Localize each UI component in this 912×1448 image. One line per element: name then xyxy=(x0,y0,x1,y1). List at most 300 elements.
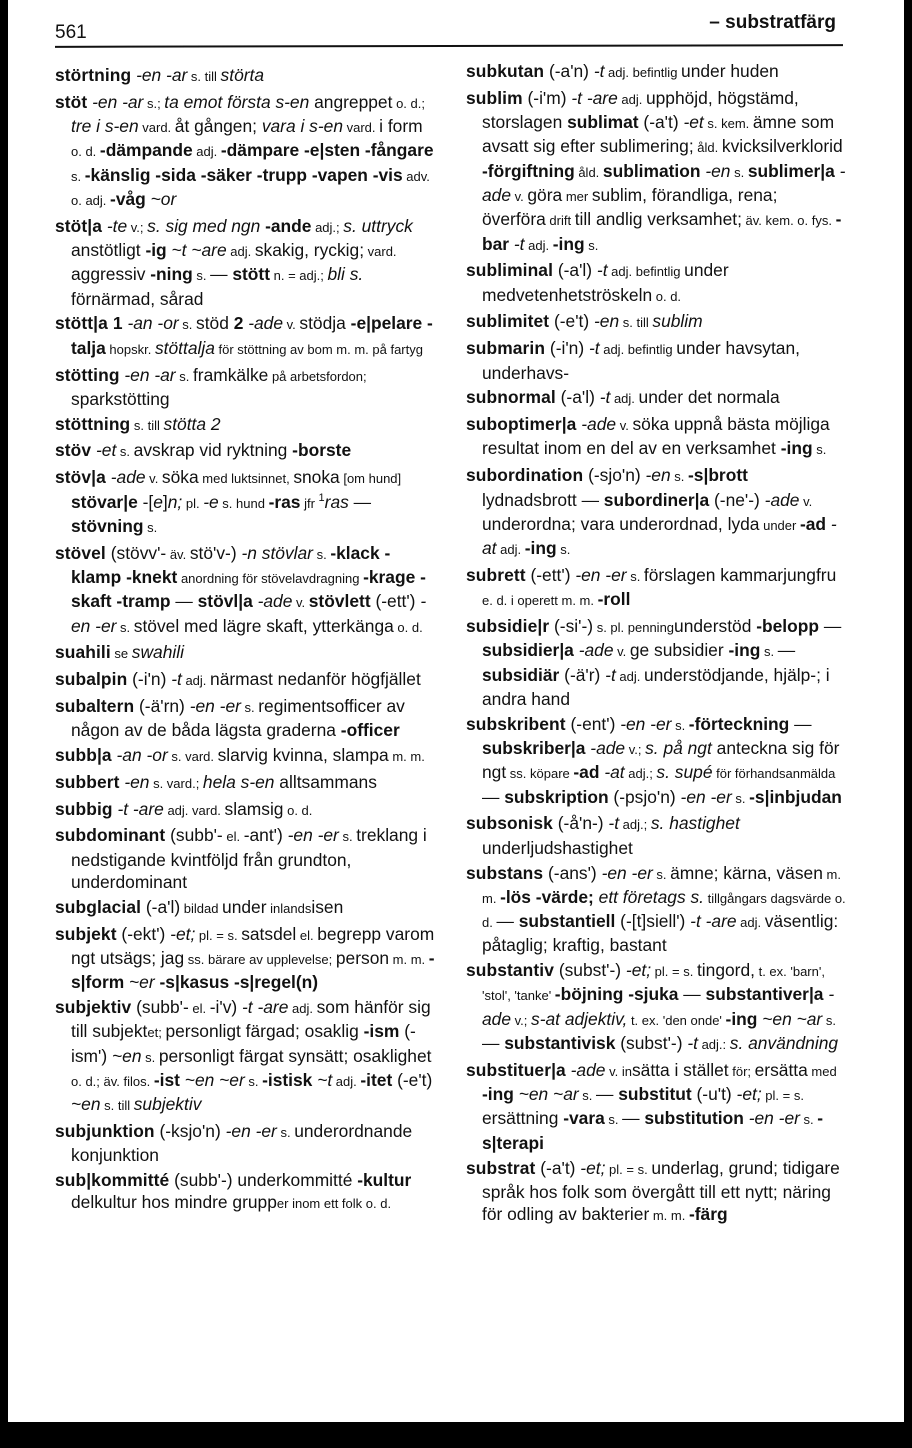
right-column xyxy=(466,60,846,1230)
entry-text: -s|brott xyxy=(687,465,748,486)
dictionary-entry xyxy=(55,1169,435,1216)
entry-text: lydnadsbrott — xyxy=(482,489,604,510)
entry-text: s. xyxy=(822,1012,836,1028)
entry-text: s. xyxy=(192,268,211,284)
scan-border-bottom xyxy=(0,1422,912,1448)
entry-text: -kultur xyxy=(357,1170,412,1191)
entry-text: s. xyxy=(71,168,85,184)
headword: sublim xyxy=(466,87,523,108)
entry-text: adj.: xyxy=(697,1037,730,1053)
headword: subb|a xyxy=(55,745,112,766)
headword: stöv xyxy=(55,440,92,461)
entry-text: -en -er xyxy=(620,713,672,734)
entry-text: substantiver|a xyxy=(705,984,824,1005)
entry-text: sublim xyxy=(652,311,703,332)
entry-text: s. xyxy=(604,1112,623,1128)
dictionary-entry xyxy=(55,771,435,795)
entry-text: hela s-en xyxy=(202,771,275,792)
entry-text: s. xyxy=(116,619,134,635)
entry-text: stödja xyxy=(299,313,351,334)
entry-text: subjektiv xyxy=(133,1094,202,1115)
entry-text: subsidiär xyxy=(482,664,560,685)
entry-text: (-ett') xyxy=(370,591,421,612)
entry-text: subskription xyxy=(504,786,609,807)
dictionary-entry xyxy=(466,1059,846,1154)
entry-text: o. d. xyxy=(652,288,682,304)
entry-text: v. xyxy=(799,493,813,509)
entry-text: inlands xyxy=(266,900,312,916)
entry-text: -ade xyxy=(243,313,284,334)
entry-text: drift xyxy=(545,213,575,229)
headword: stöt xyxy=(55,91,88,112)
entry-text: under xyxy=(759,517,800,533)
entry-text: -dämpare -e|sten -fångare xyxy=(220,140,434,161)
dictionary-entry xyxy=(466,1157,846,1228)
entry-text: s. på ngt xyxy=(645,738,712,759)
entry-text: -t xyxy=(509,233,525,254)
entry-text: -et; xyxy=(580,1157,606,1178)
entry-text: — xyxy=(819,616,842,637)
entry-text: stövel med lägre skaft, ytterkänga xyxy=(133,615,394,636)
dictionary-entry xyxy=(55,923,435,994)
entry-text: o. d.; äv. filos. xyxy=(71,1073,154,1089)
entry-text: s. supé xyxy=(656,762,713,783)
entry-text: -i'v) xyxy=(209,996,243,1017)
dictionary-entry xyxy=(55,641,435,665)
dictionary-entry xyxy=(55,896,435,920)
entry-text: stött xyxy=(232,264,271,285)
entry-text: s. till xyxy=(130,417,164,433)
entry-text: -s|form xyxy=(71,947,435,993)
entry-text: (-u't) xyxy=(691,1084,737,1105)
entry-text: (-ans') xyxy=(543,862,602,883)
entry-text: anstötligt xyxy=(71,240,146,261)
entry-text: -en xyxy=(700,160,731,181)
entry-text: (-e't) xyxy=(549,311,595,332)
entry-text: ss. köpare xyxy=(506,766,574,782)
entry-text: anteckna sig för ngt xyxy=(482,738,840,783)
dictionary-entry xyxy=(466,310,846,334)
entry-text: -våg xyxy=(110,188,146,209)
entry-text: s. xyxy=(338,829,357,845)
entry-text: -ade xyxy=(105,467,146,488)
entry-text: -t xyxy=(605,664,616,685)
headword: substituer|a xyxy=(466,1059,566,1080)
entry-text: s. xyxy=(312,546,331,562)
entry-text: -ing xyxy=(482,1084,514,1105)
entry-text: -et xyxy=(683,112,704,133)
entry-text: v. xyxy=(511,188,528,204)
entry-text: pl. = s. xyxy=(761,1088,804,1104)
entry-text: ~t ~are xyxy=(166,240,227,261)
entry-text: s. till xyxy=(187,69,221,84)
dictionary-entry xyxy=(55,439,435,463)
entry-text: stövning xyxy=(71,515,144,536)
entry-text: (subst'-) xyxy=(553,960,626,981)
entry-text: o. d. xyxy=(71,144,100,160)
entry-text: -e xyxy=(203,491,219,512)
entry-text: -t xyxy=(687,1033,698,1054)
entry-text: (-ett') xyxy=(525,564,576,585)
entry-text: v.; xyxy=(511,1012,531,1028)
dictionary-entry xyxy=(55,364,435,411)
entry-text: -lös -värde; xyxy=(500,886,594,907)
entry-text: -t xyxy=(171,669,182,690)
entry-text: med luktsinnet, xyxy=(198,471,294,487)
entry-text: slamsig xyxy=(224,798,284,819)
entry-text: -ning xyxy=(150,264,193,285)
entry-text: begrepp varom ngt utsägs; jag xyxy=(71,923,435,968)
entry-text: -ig xyxy=(145,240,167,261)
headword: subjektiv xyxy=(55,996,132,1017)
entry-text: (-i'm) xyxy=(522,87,572,108)
entry-text: -et; xyxy=(736,1084,762,1105)
entry-text: störta xyxy=(220,65,265,85)
entry-text: -ade xyxy=(764,489,800,510)
entry-text: -en -er xyxy=(743,1108,800,1129)
entry-text: -e|pelare -talja xyxy=(71,313,433,358)
entry-text: (subst'-) xyxy=(615,1033,688,1054)
entry-text: — xyxy=(482,1033,505,1054)
entry-text: -ant') xyxy=(243,825,288,846)
entry-text: substitut xyxy=(618,1084,692,1105)
entry-text: -en xyxy=(119,771,150,792)
entry-text: anordning för stövelavdragning xyxy=(177,570,364,586)
headword: suahili xyxy=(55,642,111,663)
entry-text: ~en xyxy=(71,1094,101,1115)
entry-text: stövar|e xyxy=(71,491,138,512)
entry-text: ~en ~ar xyxy=(513,1084,579,1105)
entry-text: substantiell xyxy=(518,911,616,932)
entry-text: s. vard. xyxy=(167,749,218,765)
entry-text: n; xyxy=(167,491,183,512)
page-number: 561 xyxy=(55,22,87,43)
entry-text: -en -er xyxy=(601,862,653,883)
entry-text: -t xyxy=(596,260,608,281)
headword: subjunktion xyxy=(55,1120,155,1141)
entry-text: -et; xyxy=(170,923,196,944)
entry-text: (-ä'rn) xyxy=(134,695,190,716)
dictionary-entry xyxy=(55,466,435,539)
entry-text: s. xyxy=(626,568,644,584)
entry-text: (-psjo'n) xyxy=(608,786,681,807)
headword: substrat xyxy=(466,1157,536,1178)
entry-text: -t -are xyxy=(112,798,164,819)
entry-text: v.; xyxy=(625,742,646,758)
entry-text: alltsammans xyxy=(274,771,377,792)
entry-text: personligt färgat synsätt; osaklighet xyxy=(158,1045,432,1066)
entry-text: ~t xyxy=(312,1069,333,1090)
entry-text: (-ent') xyxy=(565,713,621,734)
entry-text: adj. xyxy=(288,1000,317,1016)
entry-text: (-e't) xyxy=(392,1069,433,1090)
entry-text: subsidier|a xyxy=(482,640,574,661)
entry-text: — xyxy=(170,591,198,612)
entry-text: vard. xyxy=(343,120,380,136)
entry-text: (-a'l) xyxy=(555,387,600,408)
entry-text: s. xyxy=(240,699,259,715)
entry-text: -et; xyxy=(625,960,652,981)
entry-text: ta emot första s-en xyxy=(164,91,310,112)
entry-text: s. pl. penning xyxy=(593,620,675,636)
entry-text: s. xyxy=(178,317,197,333)
entry-text: -förteckning xyxy=(688,713,790,734)
entry-text: t. ex. 'den onde' xyxy=(627,1012,726,1028)
entry-text: substantivisk xyxy=(504,1033,616,1054)
dictionary-entry xyxy=(55,413,435,437)
dictionary-entry xyxy=(55,91,435,212)
entry-text: s. xyxy=(584,237,599,253)
entry-text: person xyxy=(335,947,390,968)
headword: submarin xyxy=(466,338,546,359)
dictionary-page xyxy=(8,0,904,1422)
entry-text: -känslig -sida -säker -trupp -vapen -vis xyxy=(84,164,403,185)
entry-text: underlag, grund; tidigare språk hos folk som övergått till ett nytt; näring för odling av bakterier xyxy=(482,1157,840,1225)
headword: sub|kommitté xyxy=(55,1170,170,1191)
entry-text: -bar xyxy=(482,209,842,254)
entry-text: avskrap vid ryktning xyxy=(133,440,293,461)
entry-text: understödjande, hjälp-; i andra hand xyxy=(482,664,830,709)
entry-text: -en -ar xyxy=(131,65,188,85)
headword: stöttning xyxy=(55,413,131,434)
entry-text: för stöttning av bom m. m. på fartyg xyxy=(214,341,423,357)
entry-text: -t -are xyxy=(690,911,737,932)
headword: subjekt xyxy=(55,923,117,944)
entry-text: ersättning xyxy=(482,1108,564,1129)
headword: sublimitet xyxy=(466,311,550,332)
entry-text: bildad xyxy=(180,900,223,916)
entry-text: (-ksjo'n) xyxy=(154,1120,226,1141)
dictionary-entry xyxy=(466,615,846,710)
entry-text: e. d. i operett m. m. xyxy=(482,593,598,609)
entry-text: adj. xyxy=(617,91,646,107)
entry-text: adv. o. adj. xyxy=(71,168,430,208)
entry-text: under xyxy=(222,896,267,917)
entry-text: el. xyxy=(296,927,318,943)
entry-text: -ras xyxy=(268,491,301,512)
entry-text: stöd xyxy=(196,313,234,334)
entry-text: (subb'- xyxy=(165,825,223,846)
entry-text: er inom ett folk o. d. xyxy=(276,1196,392,1212)
entry-text: (-sjo'n) xyxy=(583,465,646,486)
entry-text: jfr xyxy=(300,495,319,511)
entry-text: treklang i nedstigande kvintföljd från grundton, underdominant xyxy=(71,825,427,892)
dictionary-entry xyxy=(466,713,846,810)
entry-text: s. xyxy=(143,519,158,535)
entry-text: t. ex. 'barn', 'stol', 'tanke' xyxy=(482,964,825,1004)
entry-text: under det normala xyxy=(638,387,780,408)
entry-text: el. xyxy=(188,1000,210,1016)
entry-text: s. xyxy=(812,442,827,458)
entry-text: -en -ar xyxy=(87,91,144,112)
entry-text: adj.; xyxy=(624,766,657,782)
entry-text: -en -er xyxy=(225,1120,277,1141)
entry-text: under huden xyxy=(681,61,779,81)
entry-text: -en -er xyxy=(575,564,627,585)
entry-text: n. = adj.; xyxy=(270,268,328,284)
entry-text: -ing xyxy=(524,538,557,559)
entry-text: 1 xyxy=(318,491,325,504)
entry-text: (-ne'-) xyxy=(709,489,765,510)
entry-text: bli s. xyxy=(327,264,364,285)
headword: subkutan xyxy=(466,61,545,81)
entry-text: snoka xyxy=(293,467,340,488)
entry-text: vard. xyxy=(364,244,397,260)
entry-text: adj. befintlig xyxy=(604,65,682,80)
entry-text: ~er xyxy=(124,972,160,993)
headword: stött|a 1 xyxy=(55,313,123,334)
entry-text: -färg xyxy=(688,1204,728,1225)
entry-text: adj. xyxy=(610,391,639,407)
entry-text: (-a't) xyxy=(638,112,684,133)
entry-text: ss. bärare av upplevelse; xyxy=(184,951,336,967)
entry-text: -t xyxy=(588,338,600,359)
entry-text: — xyxy=(777,640,796,661)
entry-text: -krage -skaft -tramp xyxy=(71,566,426,612)
entry-text: sublimat xyxy=(567,112,639,133)
header-rule xyxy=(55,44,843,48)
entry-text: på arbetsfordon; xyxy=(268,368,367,384)
entry-text: adj. vard. xyxy=(163,802,225,818)
entry-text: s. till xyxy=(619,315,653,331)
entry-text: (-si'-) xyxy=(549,616,594,637)
entry-text: ett företags s. xyxy=(593,886,705,907)
entry-text: -t xyxy=(608,813,620,834)
headword: stötting xyxy=(55,364,120,385)
entry-text: (stövv'- xyxy=(105,542,167,563)
entry-text: s. xyxy=(730,164,748,180)
entry-text: förslagen kammarjungfru xyxy=(643,564,837,585)
entry-text: -s|kasus -s|regel(n) xyxy=(159,972,319,993)
entry-text: -en -er xyxy=(680,786,732,807)
dictionary-entry xyxy=(55,64,435,88)
entry-text: -s|inbjudan xyxy=(749,786,842,807)
entry-text: -en -er xyxy=(71,591,427,636)
entry-text: s. xyxy=(556,542,571,558)
entry-text: -ade xyxy=(573,640,614,661)
entry-text: -t -are xyxy=(242,996,289,1017)
entry-text: göra xyxy=(527,184,563,205)
entry-text: (-i'n) xyxy=(545,338,589,359)
entry-text: -en -ar xyxy=(119,364,176,385)
entry-text: (-ä'r) xyxy=(559,664,606,685)
dictionary-entry xyxy=(466,812,846,859)
entry-text: åld. xyxy=(574,164,603,180)
entry-text: (-i'n) xyxy=(127,669,172,690)
entry-text: till andlig verksamhet; xyxy=(574,209,742,230)
entry-text: s. sig med ngn xyxy=(147,215,261,236)
dictionary-entry xyxy=(466,60,846,84)
headword: subbig xyxy=(55,798,113,819)
entry-text: ge subsidier xyxy=(629,640,729,661)
entry-text: tillgångars dagsvärde o. d. xyxy=(482,890,846,931)
running-head: – substratfärg xyxy=(709,12,836,33)
entry-text: -ade xyxy=(576,414,617,435)
entry-text: s. användning xyxy=(729,1033,839,1054)
entry-text: — xyxy=(496,911,519,932)
entry-text: m. m. xyxy=(649,1208,689,1224)
entry-text: ~en ~er xyxy=(179,1069,245,1090)
entry-text: som hänför sig till subjekt xyxy=(71,996,431,1042)
entry-text: framkälke xyxy=(192,364,269,385)
left-column xyxy=(55,64,435,1218)
entry-text: -en -er xyxy=(189,695,241,716)
entry-text: pl. = s. xyxy=(605,1161,652,1177)
entry-text: -förgiftning xyxy=(482,160,575,181)
entry-text: (-ekt') xyxy=(116,923,171,944)
entry-text: åld. xyxy=(693,140,722,156)
entry-text: personligt färgad; osaklig xyxy=(165,1021,364,1042)
entry-text: ] xyxy=(162,491,168,512)
entry-text: -klack -klamp -knekt xyxy=(71,542,391,587)
dictionary-entry xyxy=(55,312,435,361)
entry-text: s. vard.; xyxy=(149,775,203,791)
entry-text: regimentsofficer av någon av de båda lägsta graderna xyxy=(71,695,405,741)
entry-text: -en -er xyxy=(287,825,339,846)
entry-text: -officer xyxy=(340,720,400,741)
entry-text: delkultur hos mindre grupp xyxy=(71,1192,277,1213)
headword: suboptimer|a xyxy=(466,414,577,435)
entry-text: -ade xyxy=(585,738,626,759)
entry-text: med xyxy=(807,1063,837,1079)
dictionary-entry xyxy=(55,996,435,1117)
entry-text: tingord, xyxy=(696,960,755,981)
entry-text: s. xyxy=(671,717,689,733)
entry-text: s. xyxy=(276,1124,295,1140)
entry-text: s. xyxy=(799,1112,818,1128)
entry-text: pl. = s. xyxy=(651,964,697,980)
entry-text: adj. xyxy=(615,668,644,684)
entry-text: ~en ~ar xyxy=(757,1008,823,1029)
entry-text: kvicksilverklorid xyxy=(721,136,843,157)
entry-text: [om hund] xyxy=(339,471,402,487)
entry-text: — xyxy=(596,1084,619,1105)
entry-text: (-å'n-) xyxy=(552,813,609,834)
entry-text: ämne; kärna, väsen xyxy=(670,862,823,883)
entry-text: söka uppnå bästa möjliga resultat inom en del av en verksamhet xyxy=(482,414,830,459)
entry-text: s. xyxy=(244,1073,263,1089)
entry-text: -ade xyxy=(482,160,846,205)
entry-text: v. xyxy=(283,317,300,333)
entry-text: adj. xyxy=(496,542,525,558)
entry-text: -ade xyxy=(482,984,835,1029)
entry-text: (-[t]siell') xyxy=(615,911,691,932)
entry-text: -dämpande xyxy=(99,140,193,161)
dictionary-entry xyxy=(466,862,846,957)
entry-text: sätta i stället xyxy=(631,1059,729,1080)
headword: subbert xyxy=(55,771,120,792)
entry-text: -s|terapi xyxy=(482,1108,824,1153)
entry-text: v. xyxy=(145,471,162,487)
entry-text: äv. kem. o. fys. xyxy=(741,213,836,229)
headword: stöv|a xyxy=(55,467,106,488)
entry-text: ~or xyxy=(145,188,177,209)
headword: substantiv xyxy=(466,960,554,981)
entry-text: (-a'l) xyxy=(553,260,597,281)
headword: subliminal xyxy=(466,260,554,281)
entry-text: o. d. xyxy=(283,802,313,818)
dictionary-entry xyxy=(55,824,435,893)
entry-text: -ad xyxy=(573,762,600,783)
entry-text: pl. = s. xyxy=(195,927,242,943)
entry-text: -ad xyxy=(799,513,827,534)
dictionary-entry xyxy=(466,464,846,561)
entry-text: (-ism') xyxy=(71,1021,416,1066)
entry-text: sublim, förandliga, rena; överföra xyxy=(482,184,778,230)
entry-text: s. xyxy=(116,444,134,460)
headword: stövel xyxy=(55,542,106,563)
entry-text: ras xyxy=(324,491,349,512)
